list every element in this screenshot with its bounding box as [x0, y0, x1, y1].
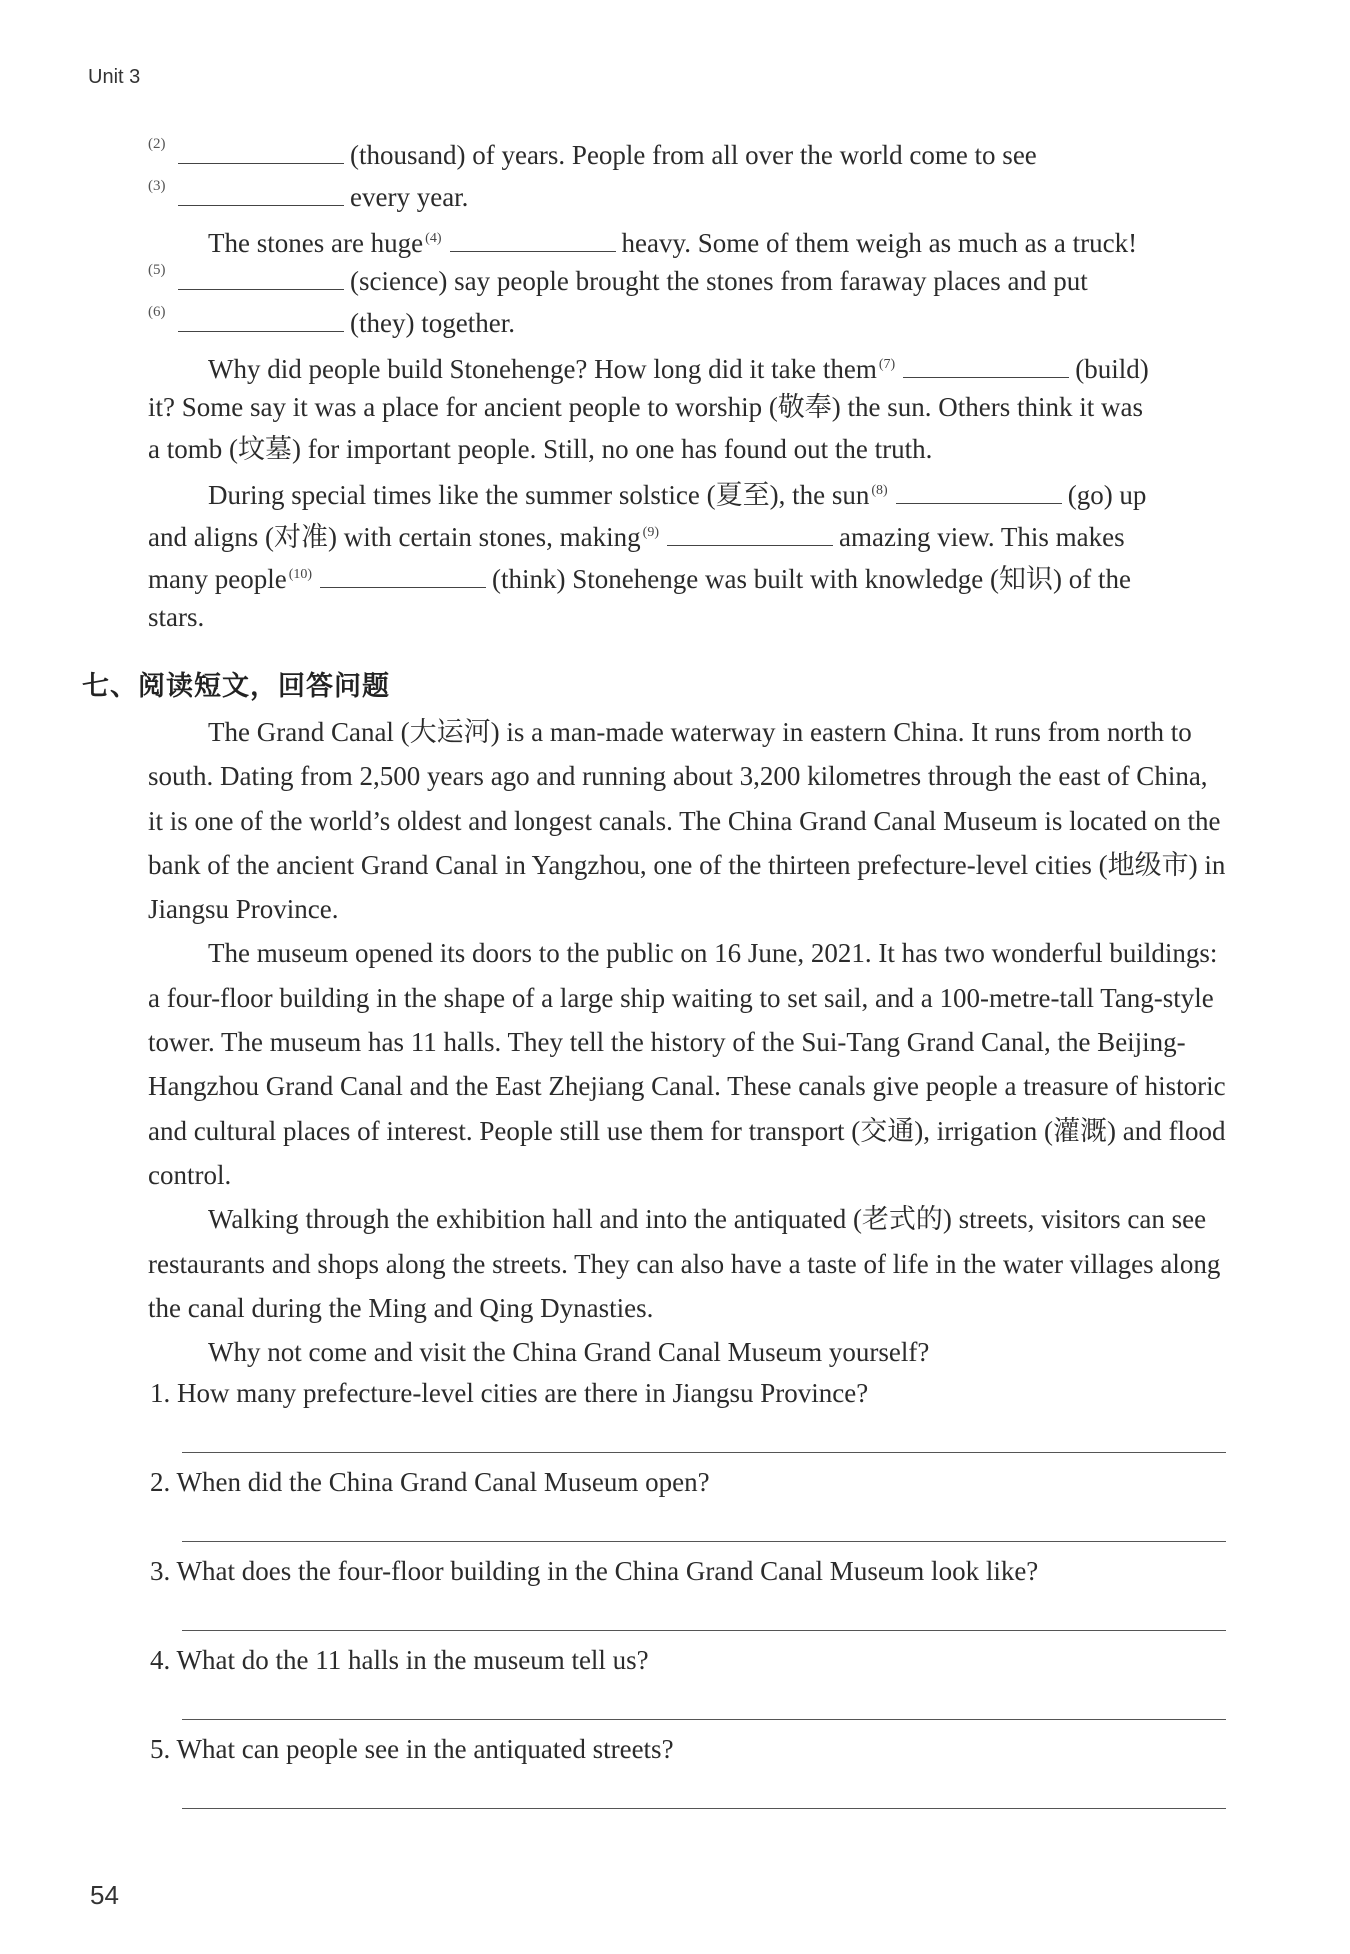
answer-line[interactable]	[182, 1541, 1226, 1542]
cloze-line: many people $^{(10)}$ (think) Stonehenge was built with knowledge (知识) of the	[148, 564, 1131, 594]
cloze-line: stars.	[148, 602, 205, 632]
blank-number: (5)	[148, 262, 166, 278]
passage-paragraph: The museum opened its doors to the public on 16 June, 2021. It has two wonderful buildings: a four-floor building in the shape of a large ship waiting to set sail, and a 100-metre-tall Tang-style tower. The museum has 11 halls. They tell the history of the Sui-Tang Grand Canal, the Beijing-Hangzhou Grand Canal and the East Zhejiang Canal. These canals give people a treasure of historic and cultural places of interest. People still use them for transport (交通), irrigation (灌溉) and flood control.	[148, 938, 1226, 1190]
answer-line[interactable]	[182, 1808, 1226, 1809]
unit-header: Unit 3	[88, 66, 141, 88]
cloze-line: During special times like the summer solstice (夏至), the sun $^{(8)}$ (go) up	[208, 480, 1147, 510]
reading-passage	[148, 710, 1228, 1374]
cloze-line: a tomb (坟墓) for important people. Still, no one has found out the truth.	[148, 434, 933, 464]
answer-line[interactable]	[182, 1452, 1226, 1453]
blank-number: (3)	[148, 178, 166, 194]
answer-blank[interactable]	[178, 265, 344, 290]
question: 4. What do the 11 halls in the museum tell us?	[150, 1645, 649, 1675]
cloze-line: Why did people build Stonehenge? How long did it take them $^{(7)}$ (build)	[208, 354, 1149, 384]
cloze-line: (thousand) of years. People from all over the world come to see	[172, 138, 1037, 172]
answer-blank[interactable]	[178, 139, 344, 164]
cloze-line: (they) together.	[172, 306, 515, 340]
passage-paragraph: Walking through the exhibition hall and into the antiquated (老式的) streets, visitors can see restaurants and shops along the streets. They can also have a taste of life in the water villages along the canal during the Ming and Qing Dynasties.	[148, 1204, 1221, 1323]
blank-number: (6)	[148, 304, 166, 320]
answer-blank[interactable]	[178, 307, 344, 332]
cloze-line: it? Some say it was a place for ancient people to worship (敬奉) the sun. Others think it was	[148, 392, 1144, 422]
cloze-line: every year.	[172, 180, 468, 214]
question: 3. What does the four-floor building in the China Grand Canal Museum look like?	[150, 1556, 1039, 1586]
passage-paragraph: The Grand Canal (大运河) is a man-made waterway in eastern China. It runs from north to south. Dating from 2,500 years ago and running about 3,200 kilometres through the east of China, it is one of the world’s oldest and longest canals. The China Grand Canal Museum is located on the bank of the ancient Grand Canal in Yangzhou, one of the thirteen prefecture-level cities (地级市) in Jiangsu Province.	[148, 717, 1226, 925]
page-number: 54	[90, 1880, 119, 1910]
answer-blank[interactable]	[450, 227, 616, 252]
question: 1. How many prefecture-level cities are there in Jiangsu Province?	[150, 1378, 869, 1408]
question: 2. When did the China Grand Canal Museum open?	[150, 1467, 710, 1497]
answer-blank[interactable]	[896, 479, 1062, 504]
answer-line[interactable]	[182, 1719, 1226, 1720]
answer-blank[interactable]	[667, 521, 833, 546]
question: 5. What can people see in the antiquated streets?	[150, 1734, 674, 1764]
cloze-line: The stones are huge $^{(4)}$ heavy. Some of them weigh as much as a truck!	[208, 228, 1138, 258]
cloze-line: (science) say people brought the stones from faraway places and put	[172, 264, 1088, 298]
answer-blank[interactable]	[178, 181, 344, 206]
section-title: 七、阅读短文，回答问题	[82, 671, 390, 702]
answer-line[interactable]	[182, 1630, 1226, 1631]
passage-paragraph: Why not come and visit the China Grand Canal Museum yourself?	[208, 1337, 930, 1368]
cloze-line: and aligns (对准) with certain stones, making $^{(9)}$ amazing view. This makes	[148, 522, 1125, 552]
answer-blank[interactable]	[903, 353, 1069, 378]
blank-number: (2)	[148, 136, 166, 152]
answer-blank[interactable]	[320, 563, 486, 588]
